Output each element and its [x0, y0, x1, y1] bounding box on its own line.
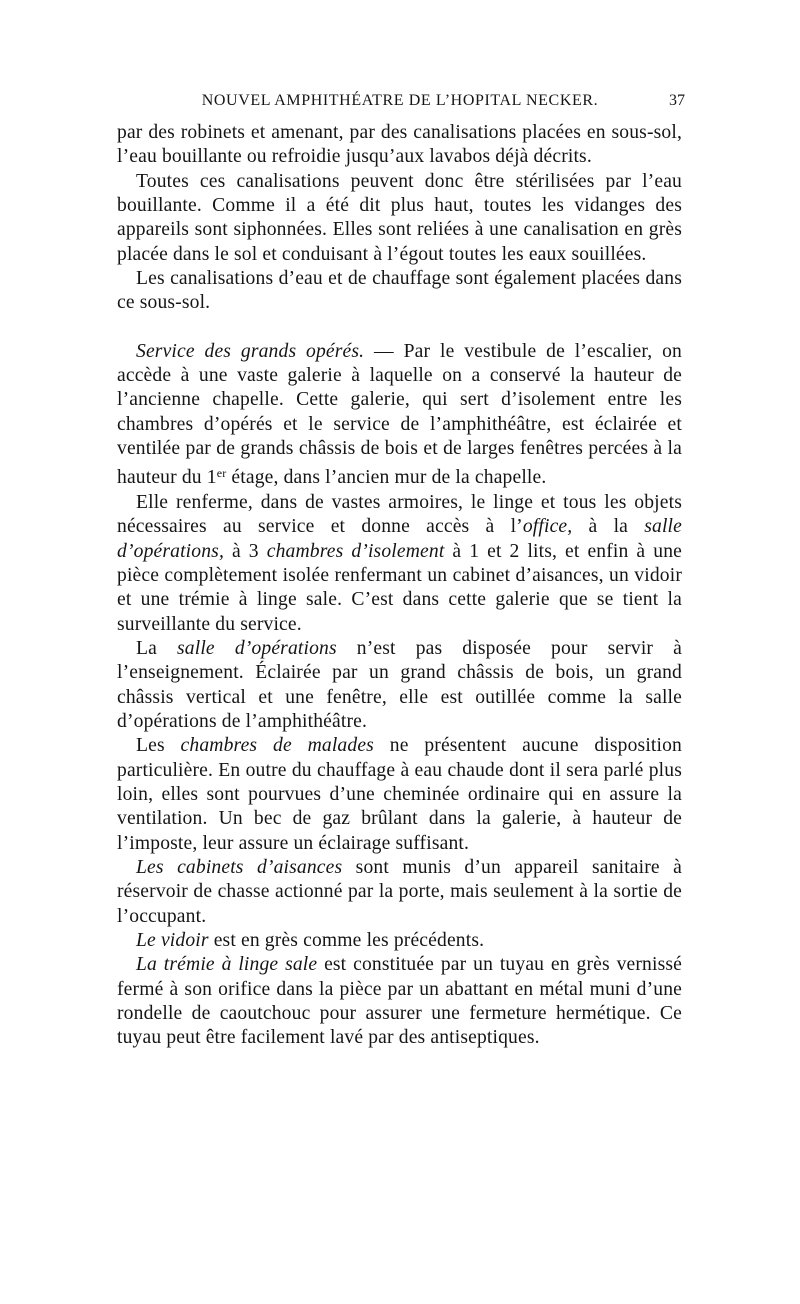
term-tremie-linge: La trémie à linge sale [136, 954, 318, 976]
running-header [115, 92, 685, 116]
body-text [117, 121, 682, 1051]
paragraph-8 [117, 856, 682, 929]
term-office: office, [522, 516, 573, 538]
ordinal-superscript: er [216, 466, 227, 481]
paragraph-5-text-d: à 1 et 2 lits, et enfin à une pièce complètement isolée renfermant un cabinet d’aisances, un vidoir et une trémie à linge sale. C’est dans cette galerie que se tient la surveillante du service. [117, 540, 682, 635]
paragraph-1 [117, 121, 682, 170]
page-number: 37 [669, 92, 685, 109]
section-title-service: Service des grands opérés. [136, 340, 365, 362]
term-cabinets-aisances: Les cabinets d’aisances [136, 856, 343, 878]
paragraph-service-grands-operes [117, 340, 682, 491]
term-chambres-malades: chambres de malades [180, 735, 374, 757]
term-salle-operations: salle d’opérations, [117, 516, 682, 562]
term-chambres-isolement: chambres d’isolement [266, 540, 445, 562]
paragraph-10 [117, 953, 682, 1050]
paragraph-7-text-b: ne présentent aucune disposition particulière. En outre du chauffage à eau chaude dont il sera parlé plus loin, elles sont pourvues d’une cheminée ordinaire qui en assure la ventilation. Un bec de gaz brûlant dans la galerie, à hauteur de l’imposte, leur assure un éclairage suffisant. [117, 735, 682, 854]
paragraph-5 [117, 491, 682, 637]
paragraph-5-text-a: Elle renferme, dans de vastes armoires, le linge et tous les objets nécessaires au service et donne accès à l’ [117, 491, 682, 538]
paragraph-3 [117, 267, 682, 316]
paragraph-10-text: est constituée par un tuyau en grès vernissé fermé à son orifice dans la pièce par un abattant en métal muni d’une rondelle de caoutchouc pour assurer une fermeture hermétique. Ce tuyau peut être facilement lavé par des antiseptiques. [117, 954, 682, 1049]
paragraph-2-text: Toutes ces canalisations peuvent donc être stérilisées par l’eau bouillante. Comme il a été dit plus haut, toutes les vidanges des appareils sont siphonnées. Elles sont reliées à une canalisation en grès placée dans le sol et conduisant à l’égout toutes les eaux souillées. [117, 170, 682, 265]
paragraph-6-text-a: La [136, 637, 178, 659]
term-vidoir: Le vidoir [136, 930, 209, 951]
paragraph-7 [117, 734, 682, 856]
paragraph-6-text-b: n’est pas disposée pour servir à l’enseignement. Éclairée par un grand châssis de bois, un grand châssis vertical et une fenêtre, elle est outillée comme la salle d’opérations de l’amphithéâtre. [117, 637, 683, 732]
term-salle-operations-2: salle d’opérations [177, 637, 337, 659]
paragraph-9 [117, 929, 682, 953]
paragraph-3-text: Les canalisations d’eau et de chauffage sont également placées dans ce sous-sol. [117, 268, 682, 314]
running-title: NOUVEL AMPHITHÉATRE DE L’HOPITAL NECKER. [201, 92, 599, 109]
paragraph-8-text: sont munis d’un appareil sanitaire à réservoir de chasse actionné par la porte, mais seulement à la sortie de l’occupant. [117, 856, 682, 927]
paragraph-6 [117, 637, 682, 734]
paragraph-4-text-a: — Par le vestibule de l’escalier, on accède à une vaste galerie à laquelle on a conservé la hauteur de l’ancienne chapelle. Cette galerie, qui sert d’isolement entre les chambres d’opérés et le service de l’amphithéâtre, est éclairée et ventilée par de grands châssis de bois et de larges fenêtres percées à la hauteur du 1 [117, 340, 682, 489]
paragraph-5-text-b: à la [572, 516, 645, 538]
paragraph-1-text: par des robinets et amenant, par des canalisations placées en sous-sol, l’eau bouillante ou refroidie jusqu’aux lavabos déjà décrits. [117, 122, 682, 168]
paragraph-2 [117, 170, 682, 267]
paragraph-5-text-c: à 3 [224, 540, 267, 562]
paragraph-7-text-a: Les [136, 735, 181, 757]
paragraph-4-text-b: étage, dans l’ancien mur de la chapelle. [226, 467, 547, 489]
paragraph-9-text: est en grès comme les précédents. [208, 930, 485, 951]
